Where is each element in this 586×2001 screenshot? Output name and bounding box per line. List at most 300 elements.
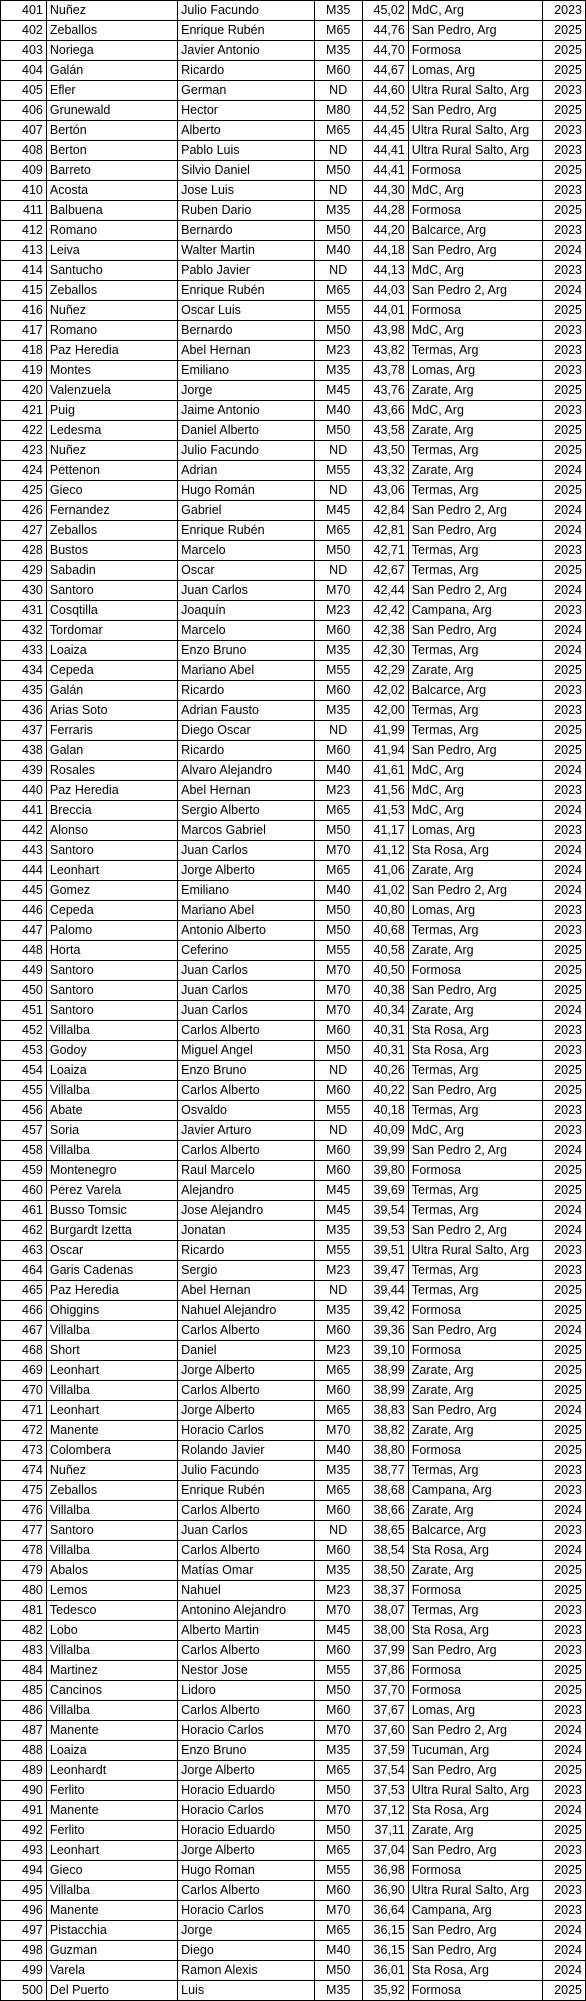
rank-cell: 452 (1, 1021, 47, 1041)
score-cell: 41,61 (362, 761, 408, 781)
score-cell: 41,56 (362, 781, 408, 801)
event-cell: Lomas, Arg (408, 821, 542, 841)
rank-cell: 494 (1, 1861, 47, 1881)
rank-cell: 485 (1, 1681, 47, 1701)
given-name-cell: Jorge (178, 381, 314, 401)
given-name-cell: Lidoro (178, 1681, 314, 1701)
given-name-cell: Jaime Antonio (178, 401, 314, 421)
given-name-cell: Sergio (178, 1261, 314, 1281)
score-cell: 41,06 (362, 861, 408, 881)
category-cell: ND (314, 1521, 362, 1541)
table-row (1, 1161, 586, 1181)
table-row (1, 1401, 586, 1421)
table-row (1, 1761, 586, 1781)
surname-cell: Zeballos (46, 21, 177, 41)
event-cell: Lomas, Arg (408, 1701, 542, 1721)
year-cell: 2025 (542, 1081, 585, 1101)
surname-cell: Santucho (46, 261, 177, 281)
category-cell: M70 (314, 961, 362, 981)
category-cell: M23 (314, 1581, 362, 1601)
table-row (1, 1581, 586, 1601)
table-row (1, 561, 586, 581)
surname-cell: Leonhart (46, 861, 177, 881)
category-cell: M65 (314, 1761, 362, 1781)
given-name-cell: Ricardo (178, 741, 314, 761)
category-cell: M55 (314, 1241, 362, 1261)
table-row (1, 81, 586, 101)
score-cell: 36,01 (362, 1961, 408, 1981)
category-cell: M35 (314, 1, 362, 21)
table-row (1, 1961, 586, 1981)
given-name-cell: Enzo Bruno (178, 1061, 314, 1081)
surname-cell: Montenegro (46, 1161, 177, 1181)
given-name-cell: Nahuel Alejandro (178, 1301, 314, 1321)
category-cell: M35 (314, 201, 362, 221)
given-name-cell: Carlos Alberto (178, 1641, 314, 1661)
year-cell: 2025 (542, 61, 585, 81)
given-name-cell: Osvaldo (178, 1101, 314, 1121)
table-row (1, 1241, 586, 1261)
score-cell: 37,11 (362, 1821, 408, 1841)
event-cell: Zarate, Arg (408, 461, 542, 481)
category-cell: M35 (314, 641, 362, 661)
score-cell: 37,54 (362, 1761, 408, 1781)
category-cell: M65 (314, 1841, 362, 1861)
given-name-cell: Bernardo (178, 321, 314, 341)
year-cell: 2023 (542, 1601, 585, 1621)
year-cell: 2025 (542, 741, 585, 761)
category-cell: ND (314, 141, 362, 161)
surname-cell: Cancinos (46, 1681, 177, 1701)
event-cell: Formosa (408, 41, 542, 61)
score-cell: 40,50 (362, 961, 408, 981)
given-name-cell: Carlos Alberto (178, 1321, 314, 1341)
rank-cell: 417 (1, 321, 47, 341)
category-cell: M65 (314, 21, 362, 41)
score-cell: 44,28 (362, 201, 408, 221)
year-cell: 2024 (542, 881, 585, 901)
score-cell: 38,99 (362, 1361, 408, 1381)
year-cell: 2023 (542, 121, 585, 141)
rank-cell: 440 (1, 781, 47, 801)
given-name-cell: Juan Carlos (178, 981, 314, 1001)
year-cell: 2024 (542, 281, 585, 301)
rank-cell: 422 (1, 421, 47, 441)
score-cell: 38,68 (362, 1481, 408, 1501)
event-cell: Formosa (408, 1341, 542, 1361)
score-cell: 42,81 (362, 521, 408, 541)
given-name-cell: Walter Martin (178, 241, 314, 261)
rank-cell: 432 (1, 621, 47, 641)
given-name-cell: Jorge Alberto (178, 1841, 314, 1861)
score-cell: 44,60 (362, 81, 408, 101)
given-name-cell: Nestor Jose (178, 1661, 314, 1681)
rank-cell: 491 (1, 1801, 47, 1821)
year-cell: 2023 (542, 681, 585, 701)
surname-cell: Santoro (46, 1001, 177, 1021)
given-name-cell: Enzo Bruno (178, 641, 314, 661)
year-cell: 2025 (542, 441, 585, 461)
year-cell: 2025 (542, 1861, 585, 1881)
surname-cell: Ledesma (46, 421, 177, 441)
category-cell: M70 (314, 981, 362, 1001)
score-cell: 44,70 (362, 41, 408, 61)
year-cell: 2023 (542, 1, 585, 21)
rank-cell: 408 (1, 141, 47, 161)
table-row (1, 381, 586, 401)
event-cell: San Pedro 2, Arg (408, 881, 542, 901)
rank-cell: 451 (1, 1001, 47, 1021)
table-row (1, 1901, 586, 1921)
year-cell: 2023 (542, 1621, 585, 1641)
table-row (1, 1221, 586, 1241)
surname-cell: Montes (46, 361, 177, 381)
table-row (1, 681, 586, 701)
rank-cell: 448 (1, 941, 47, 961)
given-name-cell: Rolando Javier (178, 1441, 314, 1461)
table-row (1, 481, 586, 501)
year-cell: 2023 (542, 1701, 585, 1721)
rank-cell: 439 (1, 761, 47, 781)
given-name-cell: Marcelo (178, 621, 314, 641)
category-cell: M70 (314, 1001, 362, 1021)
year-cell: 2023 (542, 1521, 585, 1541)
score-cell: 37,60 (362, 1721, 408, 1741)
event-cell: Zarate, Arg (408, 941, 542, 961)
surname-cell: Galán (46, 61, 177, 81)
table-row (1, 1441, 586, 1461)
event-cell: Sta Rosa, Arg (408, 1961, 542, 1981)
surname-cell: Noriega (46, 41, 177, 61)
event-cell: Zarate, Arg (408, 1421, 542, 1441)
score-cell: 42,71 (362, 541, 408, 561)
year-cell: 2025 (542, 981, 585, 1001)
category-cell: M40 (314, 241, 362, 261)
given-name-cell: Adrian (178, 461, 314, 481)
table-row (1, 1121, 586, 1141)
given-name-cell: Emiliano (178, 881, 314, 901)
category-cell: M45 (314, 501, 362, 521)
score-cell: 39,99 (362, 1141, 408, 1161)
surname-cell: Arias Soto (46, 701, 177, 721)
score-cell: 37,59 (362, 1741, 408, 1761)
event-cell: Termas, Arg (408, 341, 542, 361)
score-cell: 44,20 (362, 221, 408, 241)
rank-cell: 482 (1, 1621, 47, 1641)
category-cell: M65 (314, 1921, 362, 1941)
rank-cell: 472 (1, 1421, 47, 1441)
rank-cell: 464 (1, 1261, 47, 1281)
score-cell: 37,67 (362, 1701, 408, 1721)
rank-cell: 477 (1, 1521, 47, 1541)
event-cell: Sta Rosa, Arg (408, 1021, 542, 1041)
surname-cell: Godoy (46, 1041, 177, 1061)
event-cell: San Pedro, Arg (408, 21, 542, 41)
given-name-cell: Julio Facundo (178, 1461, 314, 1481)
table-row (1, 1261, 586, 1281)
rank-cell: 467 (1, 1321, 47, 1341)
table-row (1, 1501, 586, 1521)
event-cell: Zarate, Arg (408, 1381, 542, 1401)
year-cell: 2025 (542, 721, 585, 741)
category-cell: M40 (314, 881, 362, 901)
table-row (1, 41, 586, 61)
surname-cell: Villalba (46, 1021, 177, 1041)
score-cell: 41,12 (362, 841, 408, 861)
event-cell: Termas, Arg (408, 441, 542, 461)
event-cell: MdC, Arg (408, 1, 542, 21)
given-name-cell: Carlos Alberto (178, 1021, 314, 1041)
category-cell: M70 (314, 1721, 362, 1741)
event-cell: Zarate, Arg (408, 1561, 542, 1581)
score-cell: 40,18 (362, 1101, 408, 1121)
year-cell: 2025 (542, 1361, 585, 1381)
surname-cell: Gomez (46, 881, 177, 901)
event-cell: Campana, Arg (408, 601, 542, 621)
event-cell: San Pedro, Arg (408, 1321, 542, 1341)
table-row (1, 981, 586, 1001)
table-row (1, 461, 586, 481)
score-cell: 42,29 (362, 661, 408, 681)
event-cell: Formosa (408, 1981, 542, 2001)
event-cell: San Pedro 2, Arg (408, 1221, 542, 1241)
rank-cell: 403 (1, 41, 47, 61)
rank-cell: 427 (1, 521, 47, 541)
rank-cell: 479 (1, 1561, 47, 1581)
table-row (1, 1541, 586, 1561)
surname-cell: Villalba (46, 1701, 177, 1721)
category-cell: M55 (314, 941, 362, 961)
category-cell: M50 (314, 1821, 362, 1841)
year-cell: 2024 (542, 1321, 585, 1341)
year-cell: 2024 (542, 1721, 585, 1741)
score-cell: 43,78 (362, 361, 408, 381)
rank-cell: 411 (1, 201, 47, 221)
rank-cell: 401 (1, 1, 47, 21)
rank-cell: 407 (1, 121, 47, 141)
category-cell: ND (314, 261, 362, 281)
table-row (1, 401, 586, 421)
surname-cell: Loaiza (46, 1741, 177, 1761)
table-row (1, 1861, 586, 1881)
table-row (1, 1361, 586, 1381)
category-cell: M60 (314, 1541, 362, 1561)
rank-cell: 484 (1, 1661, 47, 1681)
rank-cell: 470 (1, 1381, 47, 1401)
score-cell: 36,98 (362, 1861, 408, 1881)
event-cell: Sta Rosa, Arg (408, 1041, 542, 1061)
event-cell: Lomas, Arg (408, 61, 542, 81)
given-name-cell: Mariano Abel (178, 901, 314, 921)
rank-cell: 460 (1, 1181, 47, 1201)
score-cell: 43,76 (362, 381, 408, 401)
surname-cell: Breccia (46, 801, 177, 821)
given-name-cell: Hugo Roman (178, 1861, 314, 1881)
year-cell: 2025 (542, 1381, 585, 1401)
event-cell: Termas, Arg (408, 481, 542, 501)
category-cell: M35 (314, 701, 362, 721)
category-cell: M60 (314, 1141, 362, 1161)
event-cell: MdC, Arg (408, 801, 542, 821)
rank-cell: 414 (1, 261, 47, 281)
surname-cell: Villalba (46, 1501, 177, 1521)
given-name-cell: Matías Omar (178, 1561, 314, 1581)
year-cell: 2024 (542, 1921, 585, 1941)
rank-cell: 493 (1, 1841, 47, 1861)
table-row (1, 901, 586, 921)
score-cell: 42,30 (362, 641, 408, 661)
year-cell: 2025 (542, 561, 585, 581)
table-row (1, 521, 586, 541)
given-name-cell: Joaquín (178, 601, 314, 621)
event-cell: San Pedro, Arg (408, 1941, 542, 1961)
given-name-cell: Carlos Alberto (178, 1141, 314, 1161)
event-cell: Ultra Rural Salto, Arg (408, 81, 542, 101)
event-cell: Zarate, Arg (408, 421, 542, 441)
rank-cell: 483 (1, 1641, 47, 1661)
year-cell: 2023 (542, 1041, 585, 1061)
year-cell: 2024 (542, 1741, 585, 1761)
score-cell: 39,80 (362, 1161, 408, 1181)
rank-cell: 453 (1, 1041, 47, 1061)
given-name-cell: Juan Carlos (178, 1521, 314, 1541)
rank-cell: 488 (1, 1741, 47, 1761)
category-cell: M60 (314, 1701, 362, 1721)
category-cell: M40 (314, 1441, 362, 1461)
year-cell: 2023 (542, 1461, 585, 1481)
rank-cell: 498 (1, 1941, 47, 1961)
table-row (1, 641, 586, 661)
surname-cell: Varela (46, 1961, 177, 1981)
category-cell: ND (314, 181, 362, 201)
event-cell: San Pedro, Arg (408, 101, 542, 121)
year-cell: 2023 (542, 781, 585, 801)
table-row (1, 1041, 586, 1061)
year-cell: 2025 (542, 1281, 585, 1301)
surname-cell: Burgardt Izetta (46, 1221, 177, 1241)
category-cell: ND (314, 441, 362, 461)
surname-cell: Santoro (46, 981, 177, 1001)
surname-cell: Pettenon (46, 461, 177, 481)
table-row (1, 1721, 586, 1741)
score-cell: 44,52 (362, 101, 408, 121)
surname-cell: Paz Heredia (46, 1281, 177, 1301)
table-row (1, 341, 586, 361)
given-name-cell: Marcos Gabriel (178, 821, 314, 841)
table-row (1, 301, 586, 321)
given-name-cell: Carlos Alberto (178, 1081, 314, 1101)
rank-cell: 438 (1, 741, 47, 761)
surname-cell: Efler (46, 81, 177, 101)
surname-cell: Ferlito (46, 1821, 177, 1841)
score-cell: 39,47 (362, 1261, 408, 1281)
score-cell: 38,77 (362, 1461, 408, 1481)
category-cell: ND (314, 81, 362, 101)
category-cell: M35 (314, 1561, 362, 1581)
year-cell: 2025 (542, 201, 585, 221)
surname-cell: Villalba (46, 1081, 177, 1101)
year-cell: 2023 (542, 1781, 585, 1801)
category-cell: M55 (314, 301, 362, 321)
category-cell: M50 (314, 1041, 362, 1061)
surname-cell: Paz Heredia (46, 781, 177, 801)
score-cell: 39,51 (362, 1241, 408, 1261)
given-name-cell: Jorge Alberto (178, 1361, 314, 1381)
rank-cell: 459 (1, 1161, 47, 1181)
rank-cell: 473 (1, 1441, 47, 1461)
rank-cell: 486 (1, 1701, 47, 1721)
table-row (1, 1801, 586, 1821)
score-cell: 41,53 (362, 801, 408, 821)
surname-cell: Ferlito (46, 1781, 177, 1801)
score-cell: 41,99 (362, 721, 408, 741)
year-cell: 2023 (542, 361, 585, 381)
surname-cell: Gieco (46, 481, 177, 501)
category-cell: ND (314, 481, 362, 501)
score-cell: 36,90 (362, 1881, 408, 1901)
year-cell: 2025 (542, 1581, 585, 1601)
surname-cell: Fernandez (46, 501, 177, 521)
year-cell: 2024 (542, 861, 585, 881)
table-row (1, 661, 586, 681)
event-cell: Tucuman, Arg (408, 1741, 542, 1761)
score-cell: 38,80 (362, 1441, 408, 1461)
surname-cell: Nuñez (46, 441, 177, 461)
year-cell: 2024 (542, 241, 585, 261)
category-cell: M60 (314, 1501, 362, 1521)
given-name-cell: Carlos Alberto (178, 1701, 314, 1721)
rank-cell: 487 (1, 1721, 47, 1741)
table-row (1, 721, 586, 741)
surname-cell: Loaiza (46, 641, 177, 661)
surname-cell: Santoro (46, 581, 177, 601)
year-cell: 2023 (542, 341, 585, 361)
surname-cell: Lemos (46, 1581, 177, 1601)
rank-cell: 420 (1, 381, 47, 401)
given-name-cell: Enzo Bruno (178, 1741, 314, 1761)
category-cell: M60 (314, 1081, 362, 1101)
table-row (1, 1321, 586, 1341)
score-cell: 40,68 (362, 921, 408, 941)
year-cell: 2025 (542, 1981, 585, 2001)
table-row (1, 921, 586, 941)
score-cell: 41,02 (362, 881, 408, 901)
event-cell: Ultra Rural Salto, Arg (408, 141, 542, 161)
table-row (1, 181, 586, 201)
year-cell: 2023 (542, 541, 585, 561)
year-cell: 2024 (542, 1141, 585, 1161)
category-cell: M60 (314, 1321, 362, 1341)
event-cell: San Pedro, Arg (408, 521, 542, 541)
score-cell: 38,65 (362, 1521, 408, 1541)
given-name-cell: Alvaro Alejandro (178, 761, 314, 781)
year-cell: 2023 (542, 821, 585, 841)
given-name-cell: Abel Hernan (178, 1281, 314, 1301)
rank-cell: 436 (1, 701, 47, 721)
event-cell: Termas, Arg (408, 641, 542, 661)
event-cell: MdC, Arg (408, 1121, 542, 1141)
category-cell: M50 (314, 161, 362, 181)
table-row (1, 941, 586, 961)
year-cell: 2023 (542, 1881, 585, 1901)
surname-cell: Villalba (46, 1881, 177, 1901)
table-row (1, 961, 586, 981)
category-cell: M65 (314, 801, 362, 821)
rank-cell: 461 (1, 1201, 47, 1221)
table-row (1, 1941, 586, 1961)
rank-cell: 446 (1, 901, 47, 921)
given-name-cell: Horacio Eduardo (178, 1781, 314, 1801)
